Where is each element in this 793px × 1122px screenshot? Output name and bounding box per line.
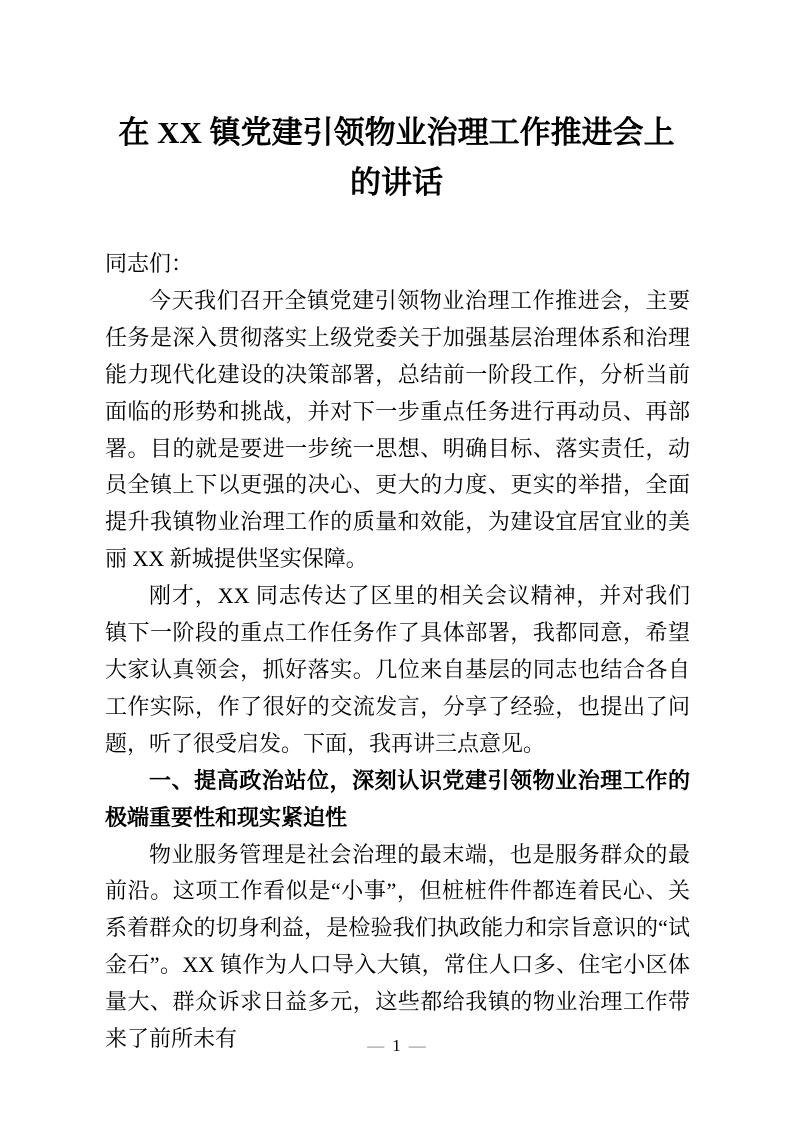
- body-paragraph-1: 今天我们召开全镇党建引领物业治理工作推进会，主要任务是深入贯彻落实上级党委关于加强基层治理体系和治理能力现代化建设的决策部署，总结前一阶段工作，分析当前面临的形势和挑战，并对下一步重点任务进行再动员、再部署。目的就是要进一步统一思想、明确目标、落实责任，动员全镇上下以更强的决心、更大的力度、更实的举措，全面提升我镇物业治理工作的质量和效能，为建设宜居宜业的美丽 XX 新城提供坚实保障。: [105, 287, 690, 572]
- salutation-paragraph: 同志们：: [105, 251, 194, 276]
- footer-dash-left: —: [367, 1036, 385, 1055]
- document-title-line-2: 的讲话: [350, 165, 443, 200]
- body-paragraph-3: 物业服务管理是社会治理的最末端，也是服务群众的最前沿。这项工作看似是“小事”，但桩桩件件都连着民心、关系着群众的切身利益，是检验我们执政能力和宗旨意识的“试金石”。XX 镇作为人口导入大镇，常住人口多、住宅小区体量大、群众诉求日益多元，这些都给我镇的物业治理工作带来了前所未有: [105, 841, 690, 1052]
- document-body: [105, 246, 690, 1058]
- page-number: 1: [392, 1036, 401, 1055]
- page-footer: [0, 1034, 793, 1058]
- section-heading-1: 一、提高政治站位，深刻认识党建引领物业治理工作的极端重要性和现实紧迫性: [105, 767, 690, 830]
- document-title-line-1: 在 XX 镇党建引领物业治理工作推进会上: [118, 115, 675, 150]
- footer-dash-right: —: [408, 1036, 426, 1055]
- body-paragraph-2: 刚才，XX 同志传达了区里的相关会议精神，并对我们镇下一阶段的重点工作任务作了具体部署，我都同意，希望大家认真领会，抓好落实。几位来自基层的同志也结合各自工作实际，作了很好的交流发言，分享了经验，也提出了问题，听了很受启发。下面，我再讲三点意见。: [105, 583, 690, 756]
- document-title: [90, 108, 703, 208]
